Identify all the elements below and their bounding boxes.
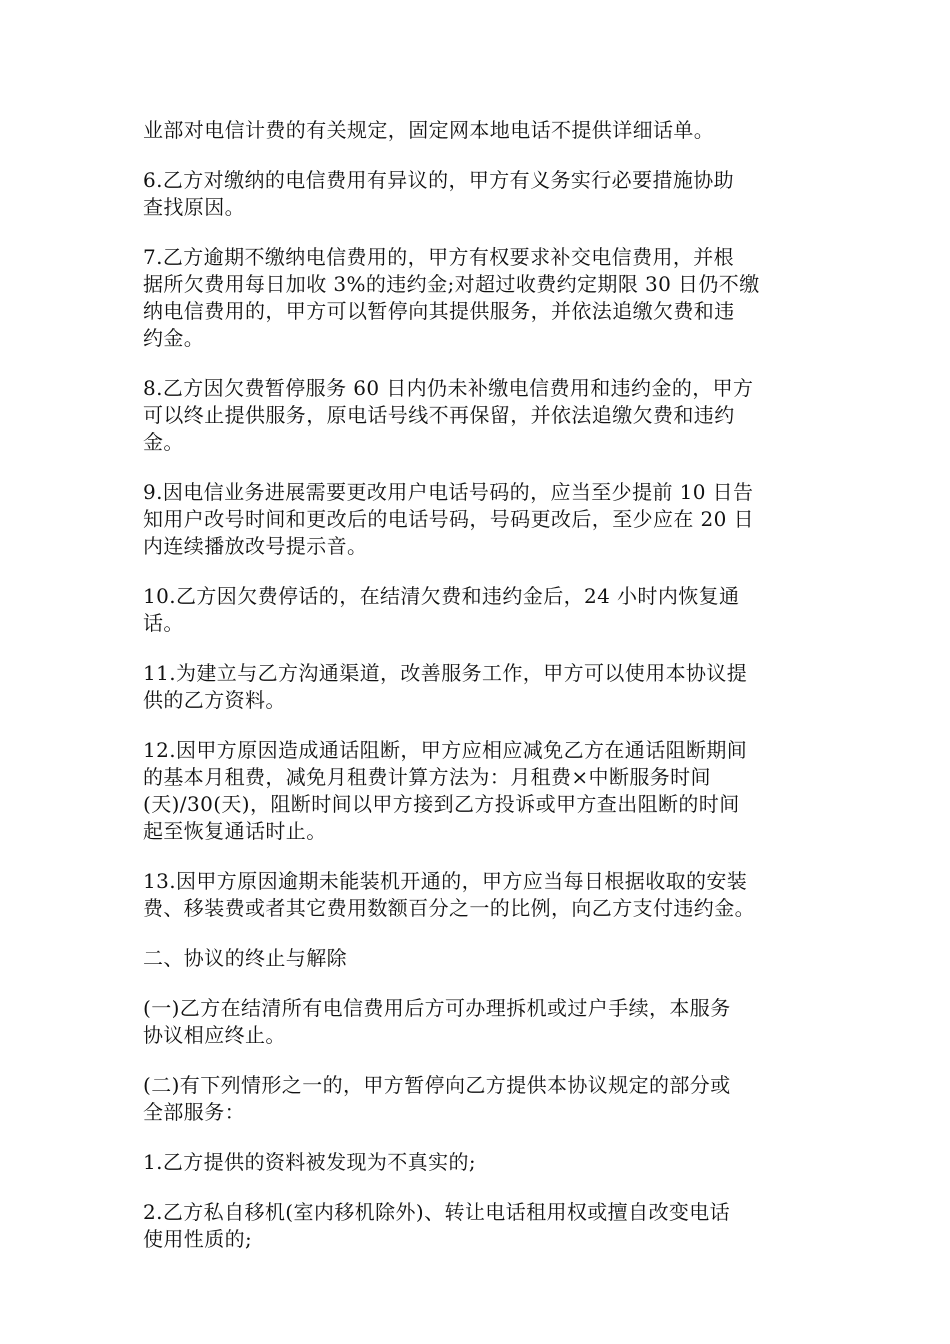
paragraph-clause-2: (二)有下列情形之一的，甲方暂停向乙方提供本协议规定的部分或 全部服务： bbox=[143, 1073, 731, 1124]
section-heading-termination: 二、协议的终止与解除 bbox=[143, 946, 347, 970]
paragraph-subitem-1: 1.乙方提供的资料被发现为不真实的; bbox=[143, 1150, 477, 1174]
paragraph-subitem-2: 2.乙方私自移机(室内移机除外)、转让电话租用权或擅自改变电话 使用性质的; bbox=[143, 1200, 731, 1251]
paragraph-item-6: 6.乙方对缴纳的电信费用有异议的，甲方有义务实行必要措施协助 查找原因。 bbox=[143, 168, 735, 219]
paragraph-item-9: 9.因电信业务进展需要更改用户电话号码的，应当至少提前 10 日告 知用户改号时间和更改后的电话号码，号码更改后，至少应在 20 日 内连续播放改号提示音。 bbox=[143, 480, 754, 558]
paragraph-item-8: 8.乙方因欠费暂停服务 60 日内仍未补缴电信费用和违约金的，甲方 可以终止提供服务，原电话号线不再保留，并依法追缴欠费和违约 金。 bbox=[143, 376, 754, 454]
paragraph-item-12: 12.因甲方原因造成通话阻断，甲方应相应减免乙方在通话阻断期间 的基本月租费，减免月租费计算方法为：月租费×中断服务时间 (天)/30(天)，阻断时间以甲方接到乙方投诉或甲方查出阻断的时间 起至恢复通话时止。 bbox=[143, 738, 748, 843]
paragraph-clause-1: (一)乙方在结清所有电信费用后方可办理拆机或过户手续，本服务 协议相应终止。 bbox=[143, 996, 731, 1047]
paragraph-billing-rule: 业部对电信计费的有关规定，固定网本地电话不提供详细话单。 bbox=[143, 118, 715, 142]
paragraph-item-10: 10.乙方因欠费停话的，在结清欠费和违约金后，24 小时内恢复通 话。 bbox=[143, 584, 740, 635]
paragraph-item-13: 13.因甲方原因逾期未能装机开通的，甲方应当每日根据收取的安装 费、移装费或者其它费用数额百分之一的比例，向乙方支付违约金。 bbox=[143, 869, 755, 920]
paragraph-item-11: 11.为建立与乙方沟通渠道，改善服务工作，甲方可以使用本协议提 供的乙方资料。 bbox=[143, 661, 748, 712]
document-page bbox=[143, 117, 813, 1276]
paragraph-item-7: 7.乙方逾期不缴纳电信费用的，甲方有权要求补交电信费用，并根 据所欠费用每日加收 3%的违约金;对超过收费约定期限 30 日仍不缴 纳电信费用的，甲方可以暂停向其提供服务，并依法追缴欠费和违 约金。 bbox=[143, 245, 760, 350]
